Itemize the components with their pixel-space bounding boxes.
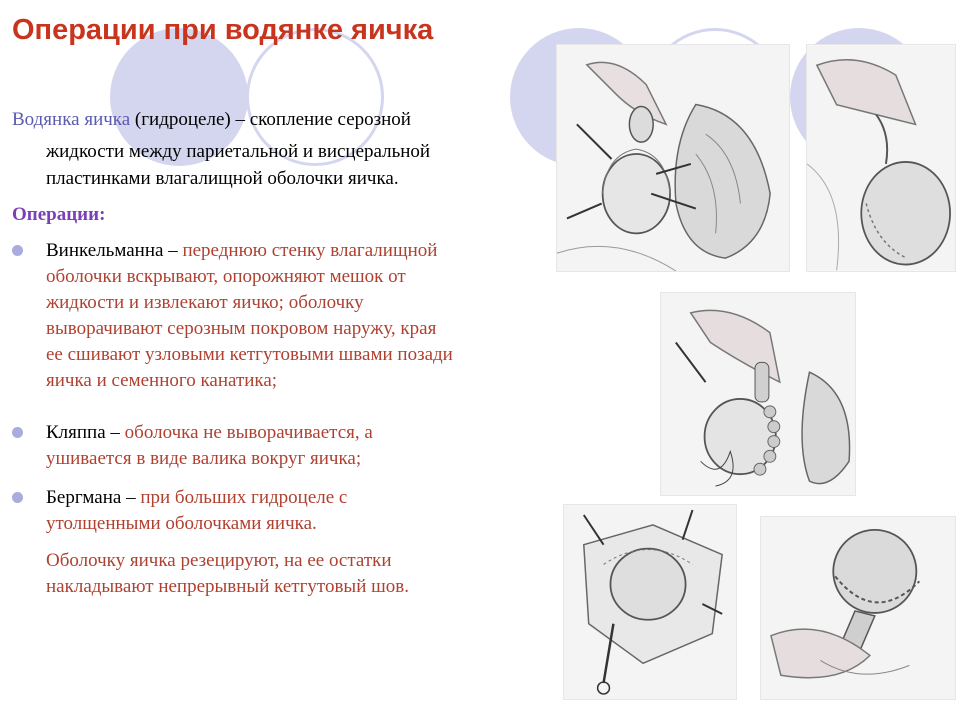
operation-bergmann (46, 485, 566, 537)
illustration-svg (761, 517, 955, 699)
operation-name: Кляппа – (46, 422, 120, 443)
definition-line-1 (12, 107, 411, 133)
definition-dash: – (230, 109, 250, 130)
operation-winkelmann (46, 238, 566, 394)
definition-line-2: жидкости между париетальной и висцеральной (46, 141, 431, 162)
operation-text: жидкости и извлекают яичко; оболочку (46, 292, 364, 313)
operation-name: Бергмана – (46, 487, 136, 508)
operation-text: ее сшивают узловыми кетгутовыми швами позади (46, 344, 453, 365)
bullet-icon (12, 427, 23, 438)
operation-text: яичка и семенного канатика; (46, 370, 278, 391)
slide-title: Операции при водянке яичка (12, 14, 434, 46)
bullet-icon (12, 492, 23, 503)
illustration-bergmann-2 (760, 516, 956, 700)
operation-name: Винкельманна – (46, 240, 178, 261)
illustration-svg (564, 505, 736, 699)
illustration-winkelmann-2 (806, 44, 956, 272)
definition-text: скопление серозной (249, 109, 411, 130)
operation-text: выворачивают серозным покровом наружу, края (46, 318, 437, 339)
operations-heading: Операции: (12, 204, 106, 225)
bullet-icon (12, 245, 23, 256)
operation-bergmann-extra (46, 548, 409, 600)
operation-text: при больших гидроцеле с (140, 487, 348, 508)
operation-text: утолщенными оболочками яичка. (46, 513, 317, 534)
definition-line-3: пластинками влагалищной оболочки яичка. (46, 168, 399, 189)
operation-text: ушивается в виде валика вокруг яичка; (46, 448, 362, 469)
illustration-bergmann-1 (563, 504, 737, 700)
illustration-klapp (660, 292, 856, 496)
illustration-svg (661, 293, 855, 495)
illustration-svg (557, 45, 789, 271)
illustration-winkelmann-1 (556, 44, 790, 272)
illustration-svg (807, 45, 955, 271)
operation-text: оболочка не выворачивается, а (124, 422, 373, 443)
operation-text: переднюю стенку влагалищной (182, 240, 438, 261)
operation-text: оболочки вскрывают, опорожняют мешок от (46, 266, 406, 287)
definition-term: Водянка яичка (12, 109, 131, 130)
operation-text: накладывают непрерывный кетгутовый шов. (46, 576, 409, 597)
operation-klapp (46, 420, 566, 472)
operation-text: Оболочку яичка резецируют, на ее остатки (46, 550, 392, 571)
definition-term-paren: (гидроцеле) (134, 109, 231, 130)
